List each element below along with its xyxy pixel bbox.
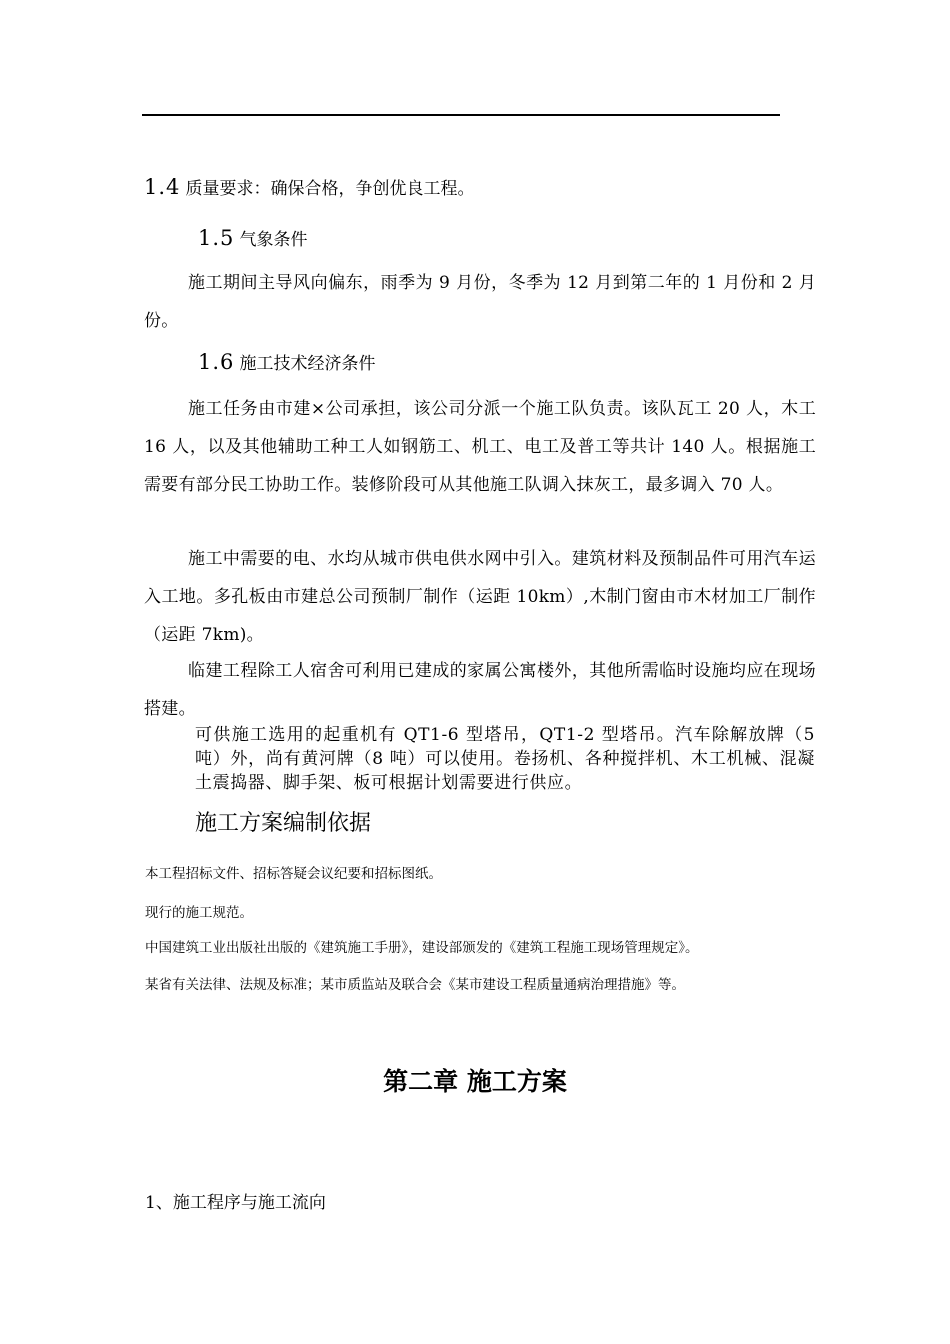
section-1-4	[144, 174, 475, 199]
basis-item: 本工程招标文件、招标答疑会议纪要和招标图纸。	[145, 866, 442, 882]
basis-item: 中国建筑工业出版社出版的《建筑施工手册》，建设部颁发的《建筑工程施工现场管理规定》。	[145, 940, 699, 956]
tech-paragraph-1: 施工任务由市建×公司承担，该公司分派一个施工队负责。该队瓦工 20 人，木工 16 人，以及其他辅助工种工人如钢筋工、机工、电工及普工等共计 140 人。根据施工需要有部分民工协助工作。装修阶段可从其他施工队调入抹灰工，最多调入 70 人。	[144, 399, 816, 495]
section-text: 气象条件	[239, 230, 308, 250]
weather-paragraph: 施工期间主导风向偏东，雨季为 9 月份，冬季为 12 月到第二年的 1 月份和 2 月份。	[144, 273, 816, 331]
section-1-5	[198, 225, 308, 250]
section-text: 施工技术经济条件	[239, 354, 376, 374]
tech-paragraph-2: 施工中需要的电、水均从城市供电供水网中引入。建筑材料及预制品件可用汽车运入工地。多孔板由市建总公司预制厂制作（运距 10km）,木制门窗由市木材加工厂制作（运距 7km)。	[144, 549, 816, 645]
section-number: 1.5	[198, 226, 235, 250]
basis-heading: 施工方案编制依据	[195, 811, 372, 836]
section-text: 质量要求：确保合格，争创优良工程。	[185, 179, 475, 199]
basis-item: 现行的施工规范。	[145, 905, 253, 921]
header-rule	[142, 114, 780, 116]
section-heading: 1、施工程序与施工流向	[145, 1193, 326, 1213]
tech-paragraph-3: 临建工程除工人宿舍可利用已建成的家属公寓楼外，其他所需临时设施均应在现场搭建。	[144, 661, 816, 719]
section-number: 1.6	[198, 350, 235, 374]
chapter-title: 第二章 施工方案	[383, 1067, 567, 1096]
basis-item: 某省有关法律、法规及标准；某市质监站及联合会《某市建设工程质量通病治理措施》等。	[145, 977, 685, 993]
section-number: 1.4	[144, 175, 181, 199]
section-1-6	[198, 349, 376, 374]
equipment-paragraph: 可供施工选用的起重机有 QT1-6 型塔吊，QT1-2 型塔吊。汽车除解放牌（5 吨）外，尚有黄河牌（8 吨）可以使用。卷扬机、各种搅拌机、木工机械、混凝土震捣器、脚手架、板可根据计划需要进行供应。	[195, 725, 815, 793]
